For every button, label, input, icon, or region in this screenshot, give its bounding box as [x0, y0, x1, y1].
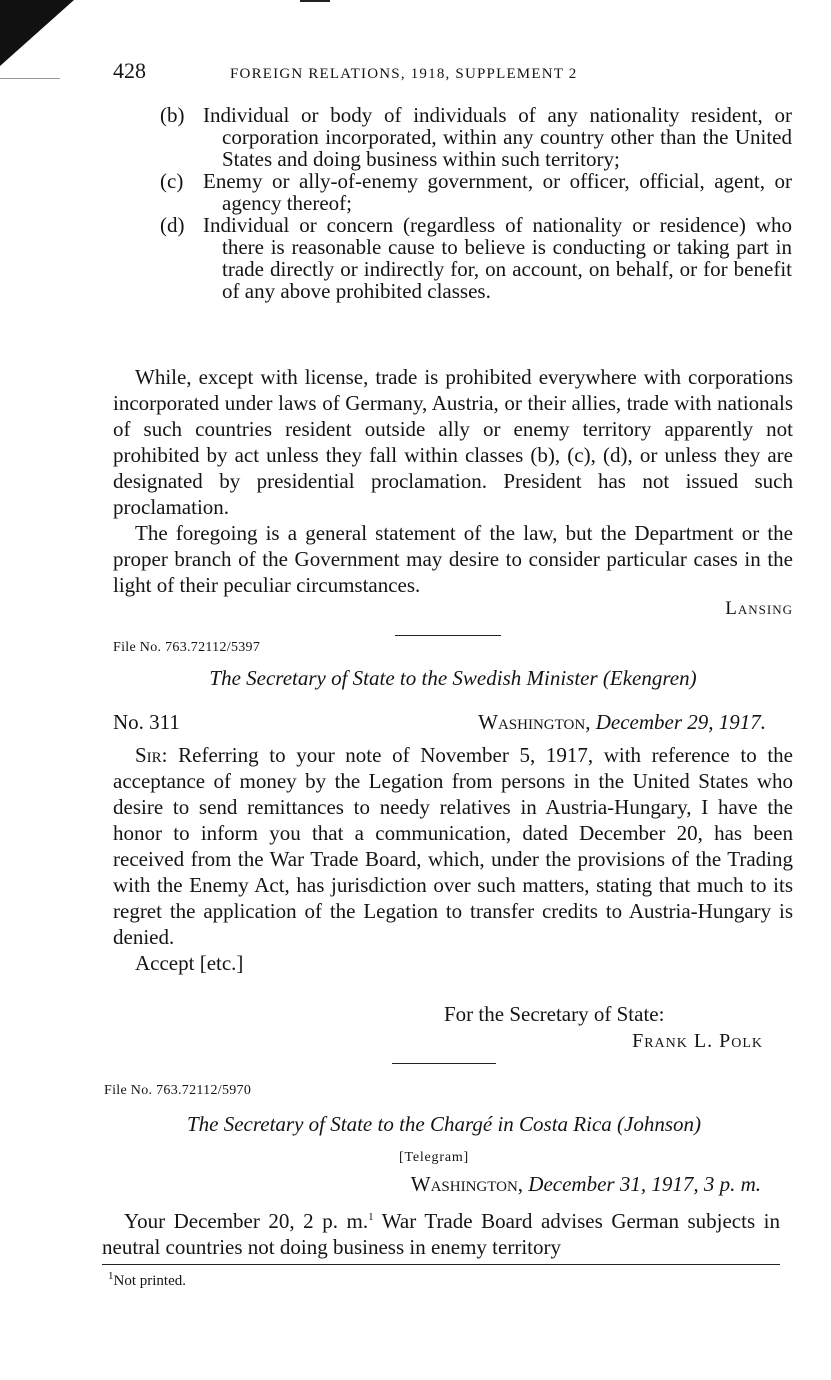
corner-rule	[0, 78, 60, 79]
for-secretary-line: For the Secretary of State:	[444, 1002, 665, 1026]
page-number: 428	[113, 58, 146, 83]
list-item	[160, 214, 792, 302]
list-item-label: (c)	[160, 169, 184, 193]
note-body-text: Referring to your note of November 5, 1917, with reference to the acceptance of money by the Legation from persons in the United States who desire to send remittances to needy relatives in Austria-Hungary, I have the honor to inform you that a communication, dated December 20, has been received from the War Trade Board, which, under the provisions of the Trading with the Enemy Act, has jurisdiction over such matters, stating that much to its regret the application of the Legation to transfer credits to Austria-Hungary is denied.	[113, 743, 793, 949]
file-number: File No. 763.72112/5970	[104, 1083, 252, 1098]
list-item	[160, 170, 792, 214]
closing: Accept [etc.]	[135, 951, 244, 975]
page-header	[113, 58, 673, 84]
page-corner-fold	[0, 0, 74, 66]
salutation: Sir:	[135, 743, 168, 767]
polk-note-body	[113, 742, 793, 976]
paragraph: While, except with license, trade is prohibited everywhere with corporations incorporated under laws of Germany, Austria, or their allies, trade with nationals of such countries resident outside ally or enemy territory apparently not prohibited by act unless they fall within classes (b), (c), (d), or unless they are designated by presidential proclamation. President has not issued such proclamation.	[113, 365, 793, 519]
file-number: File No. 763.72112/5397	[113, 640, 261, 655]
telegram-lead: Your December 20, 2 p. m.	[124, 1209, 369, 1233]
list-item-label: (d)	[160, 213, 185, 237]
place: Washington,	[410, 1172, 524, 1196]
paragraph: The foregoing is a general statement of the law, but the Department or the proper branch of the Government may desire to consider particular cases in the light of their peculiar circumstances.	[113, 521, 793, 597]
lansing-telegram-body	[113, 364, 793, 620]
list-item-text: Enemy or ally-of-enemy government, or officer, official, agent, or agency thereof;	[203, 169, 792, 215]
list-item-text: Individual or body of individuals of any nationality resident, or corporation incorporated, within any country other than the United States and doing business within such territory;	[203, 103, 792, 171]
date: December 31, 1917, 3 p. m.	[528, 1172, 761, 1196]
dateline	[478, 710, 766, 735]
telegram-text: War Trade Board advises German subjects in neutral countries not doing business in enemy territory	[102, 1209, 781, 1259]
document-caption: The Secretary of State to the Swedish Minister (Ekengren)	[209, 666, 697, 690]
list-item-label: (b)	[160, 103, 185, 127]
paragraph	[113, 742, 793, 950]
document-caption: The Secretary of State to the Chargé in Costa Rica (Johnson)	[186, 1112, 702, 1136]
footnote-rule	[102, 1264, 780, 1265]
footnote-text: Not printed.	[113, 1273, 186, 1289]
signature-polk: Frank L. Polk	[632, 1030, 763, 1052]
section-divider	[392, 1063, 496, 1064]
list-item-text: Individual or concern (regardless of nationality or residence) who there is reasonable cause to believe is conducting or taking part in trade directly or indirectly for, on account, on behalf, or for benefit of any above prohibited classes.	[203, 213, 792, 303]
signature-lansing: Lansing	[725, 598, 793, 619]
classes-list	[160, 104, 792, 302]
list-item	[160, 104, 792, 170]
paragraph	[102, 1204, 780, 1260]
footnote	[108, 1270, 186, 1290]
top-mark	[300, 0, 330, 2]
footnote-ref: 1	[368, 1211, 374, 1223]
place: Washington,	[478, 710, 591, 734]
footnote-mark: 1	[108, 1270, 114, 1282]
note-number: No. 311	[113, 710, 180, 734]
dateline	[411, 1172, 761, 1197]
costa-rica-telegram-body	[102, 1204, 780, 1260]
running-head: FOREIGN RELATIONS, 1918, SUPPLEMENT 2	[230, 66, 578, 82]
section-divider	[395, 635, 501, 636]
telegram-label: [Telegram]	[399, 1150, 469, 1165]
date: December 29, 1917.	[595, 710, 766, 734]
